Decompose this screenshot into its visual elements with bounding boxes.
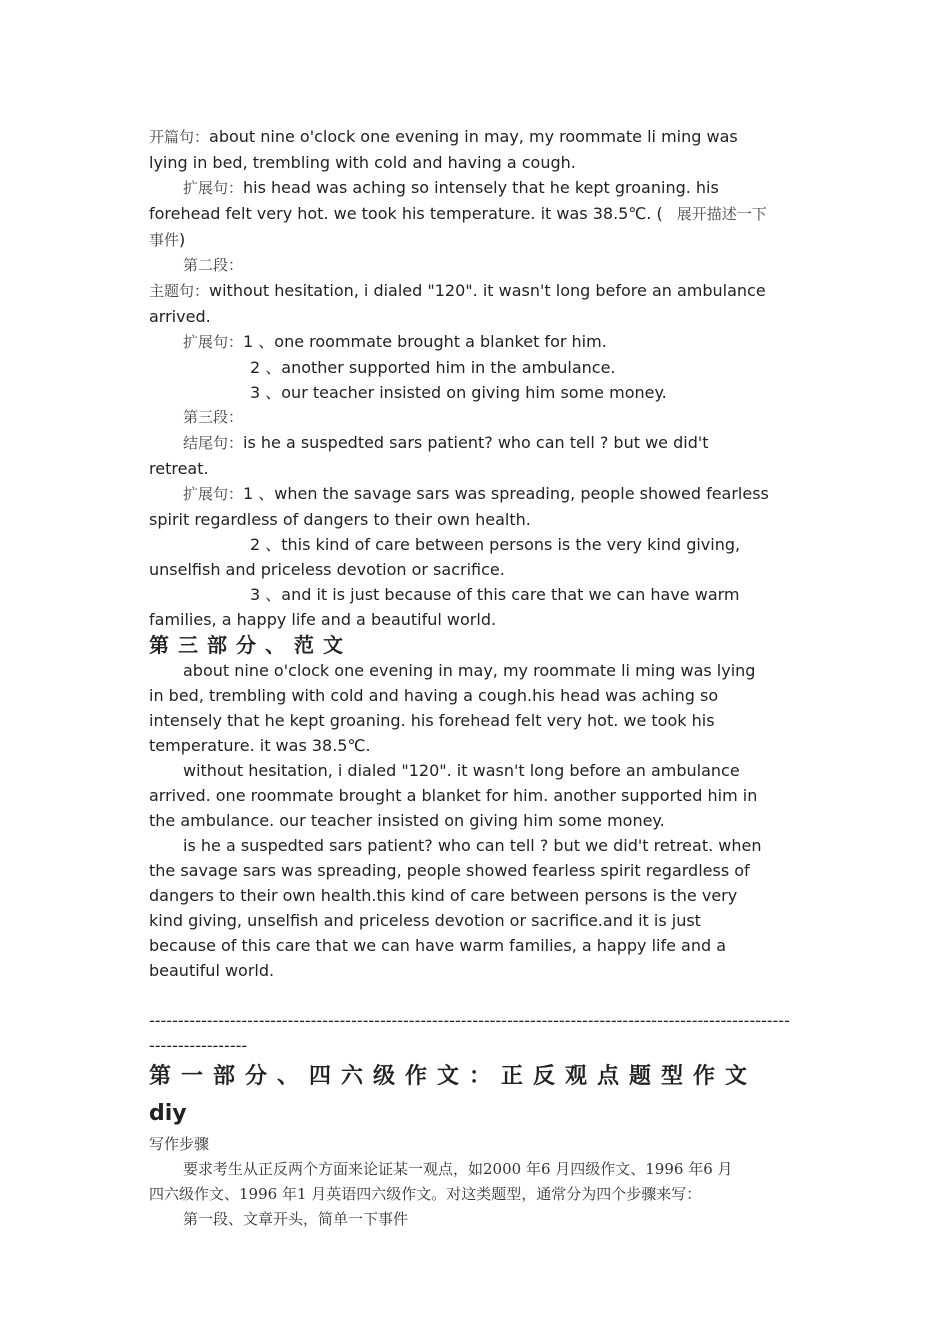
p3-extension-3: 3 、and it is just because of this care that we can have warm [250,585,740,604]
p2-topic-sentence-cont: arrived. [149,307,211,326]
p3-extension-1-cont: spirit regardless of dangers to their own health. [149,510,531,529]
p3-heading: 第三段： [183,408,244,426]
part1-intro: 要求考生从正反两个方面来论证某一观点，如2000 年6 月四级作文、1996 年6 月 [183,1160,733,1178]
p2-extension-2: 2 、another supported him in the ambulance. [250,358,616,377]
extension-label: 扩展句： [183,333,244,351]
p1-extension-cont: forehead felt very hot. we took his temperature. it was 38.5℃. ( 展开描述一下 [149,204,767,223]
p3-ending-sentence-cont: retreat. [149,459,209,478]
extension-label: 扩展句： [183,485,244,503]
p1-opening-sentence: 开篇句：about nine o'clock one evening in may, my roommate li ming was [149,127,738,146]
document-page [149,124,805,1232]
divider-line-cont: ----------------- [149,1036,248,1055]
part1-heading: 第一部分、四六级作文：正反观点题型作文 [149,1064,758,1089]
p3-extension-1: 扩展句：1 、when the savage sars was spreading, people showed fearless [183,484,769,503]
sample-paragraph-2: without hesitation, i dialed "120". it wasn't long before an ambulance arrived. one roommate brought a blanket for him. another supported him in the ambulance. our teacher insisted on giving him some money. [149,761,758,830]
topic-label: 主题句： [149,282,210,300]
part1-heading-cont: diy [149,1101,187,1126]
writing-steps-title: 写作步骤 [149,1135,210,1153]
ending-label: 结尾句： [183,434,244,452]
step-1: 第一段、文章开头，简单一下事件 [183,1210,409,1228]
p3-ending-sentence: 结尾句：is he a suspedted sars patient? who can tell ? but we did't [183,433,709,452]
sample-paragraph-3: is he a suspedted sars patient? who can tell ? but we did't retreat. when the savage sars was spreading, people showed fearless spirit regardless of dangers to their own health.this kind of care between persons is the very kind giving, unselfish and priceless devotion or sacrifice.and it is just because of this care that we can have warm families, a happy life and a beautiful world. [149,836,762,980]
p1-extension-note-cont: 事件) [149,230,186,249]
p1-extension-note: 展开描述一下 [676,205,767,223]
p3-extension-3-cont: families, a happy life and a beautiful world. [149,610,497,629]
extension-label: 扩展句： [183,179,244,197]
p2-extension-3: 3 、our teacher insisted on giving him some money. [250,383,667,402]
p1-opening-sentence-cont: lying in bed, trembling with cold and having a cough. [149,153,576,172]
blank-line [149,983,805,1008]
sample-essay-heading: 第三部分、范文 [149,633,352,657]
sample-paragraph-1: about nine o'clock one evening in may, my roommate li ming was lying in bed, trembling with cold and having a cough.his head was aching so intensely that he kept groaning. his forehead felt very hot. we took his temperature. it was 38.5℃. [149,661,756,755]
part1-intro-cont: 四六级作文、1996 年1 月英语四六级作文。对这类题型，通常分为四个步骤来写： [149,1185,702,1203]
p3-extension-2: 2 、this kind of care between persons is the very kind giving, [250,535,741,554]
p2-heading: 第二段： [183,256,244,274]
p2-topic-sentence: 主题句：without hesitation, i dialed "120". it wasn't long before an ambulance [149,281,766,300]
p2-extension-1: 扩展句：1 、one roommate brought a blanket for him. [183,332,607,351]
p3-extension-2-cont: unselfish and priceless devotion or sacrifice. [149,560,505,579]
opening-label: 开篇句： [149,128,210,146]
divider-line: --------------------------------------------------------------------------------------------------------------- [149,1011,790,1030]
p1-extension: 扩展句：his head was aching so intensely that he kept groaning. his [183,178,719,197]
